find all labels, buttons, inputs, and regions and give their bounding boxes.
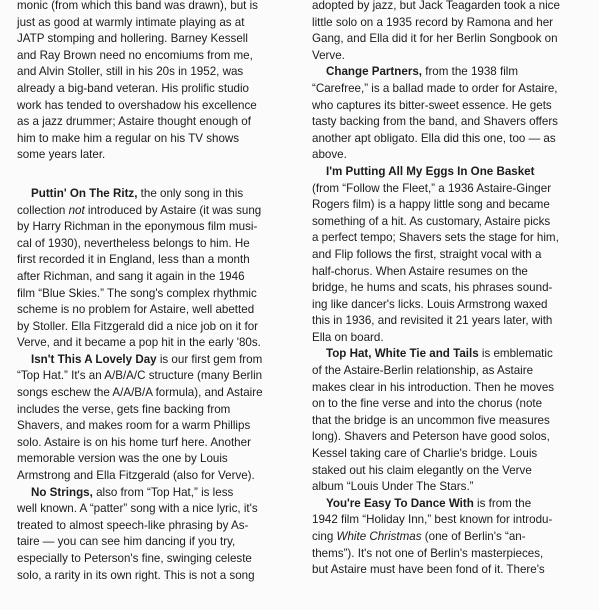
text-line: scheme is no problem for Astaire, well abetted <box>17 303 255 317</box>
text-line <box>17 352 291 369</box>
text-line: thems”). It's not one of Berlin's masterpieces, <box>312 546 544 560</box>
text-line: another apt obligato. Ella did this one, too — as <box>312 131 556 145</box>
paragraph-top-hat <box>312 346 588 495</box>
text-line: makes clear in his introduction. Then he moves <box>312 380 555 394</box>
text-line <box>312 346 588 363</box>
text-line: Armstrong and Ella Fitzgerald (also for Verve). <box>17 469 255 483</box>
text-line: by Stoller. Ella Fitzgerald did a nice job on it for <box>17 319 259 333</box>
text-line: treated to almost speech-like phrasing by As- <box>17 518 249 532</box>
paragraph-lovely-day <box>17 352 291 485</box>
text-line: album “Louis Under The Stars.” <box>312 480 474 494</box>
text-line <box>312 496 588 513</box>
text-line: Verve, and it became a pop hit in the early '80s. <box>17 336 261 350</box>
text-line: a perfect tempo; Shavers sets the stage for him, <box>312 231 559 245</box>
text-line: above. <box>312 148 347 162</box>
text-line: who captures its bitter-sweet essence. He gets <box>312 98 552 112</box>
text-line: of the Astaire-Berlin relationship, as Astaire <box>312 364 534 378</box>
text-line: Gang, and Ella did it for her Berlin Songbook on <box>312 32 558 46</box>
text-fragment: is our first gem from <box>156 352 263 366</box>
text-line: especially to Peterson's fine, swinging celeste <box>17 552 252 565</box>
text-fragment: (one of Berlin's “an- <box>421 530 526 543</box>
text-line: ing like dancer's licks. Louis Armstrong waxed <box>312 297 548 311</box>
text-line: that the bridge is an uncommon five measures <box>312 413 550 427</box>
text-line: but Astaire must have been fond of it. There's <box>312 563 545 577</box>
text-line: solo. Astaire is on his home turf here. Another <box>17 435 251 449</box>
text-fragment: is from the <box>473 496 532 510</box>
text-line: well known. A “patter” song with a nice lyric, it's <box>17 502 258 516</box>
text-line <box>312 64 588 81</box>
text-line: cal of 1930), nevertheless belongs to him. He <box>17 236 250 250</box>
intro-paragraph-right <box>312 0 588 64</box>
text-line: half-chorus. When Astaire resumes on the <box>312 264 528 278</box>
text-line: solo, a rarity in its own right. This is not a song <box>17 568 255 582</box>
paragraph-easy-to-dance-with <box>312 496 588 579</box>
text-line: memorable version was the one by Louis <box>17 452 228 466</box>
text-fragment: the only song in this <box>137 186 244 200</box>
text-line: and Alvin Stoller, still in his 20s in 1952, was <box>17 65 244 79</box>
text-line: some years later. <box>17 148 106 162</box>
text-fragment: is emblematic <box>478 347 553 361</box>
text-line: taire — you can see him dancing if you try, <box>17 535 236 549</box>
paragraph-puttin-on-the-ritz <box>17 186 291 352</box>
right-column <box>312 0 588 579</box>
text-line: him to make him a regular on his TV shows <box>17 131 240 145</box>
text-line <box>17 203 291 220</box>
paragraph-gap <box>17 164 291 186</box>
text-line: staked out his claim elegantly on the Verve <box>312 463 532 477</box>
text-line: Kessel taking care of Charlie's bridge. Louis <box>312 447 538 461</box>
text-fragment: cing <box>312 530 337 543</box>
song-title: I'm Putting All My Eggs In One Basket <box>326 164 535 178</box>
text-line: JATP stomping and hollering. Barney Kessell <box>17 32 248 46</box>
text-line: on to the fine verse and into the chorus (note <box>312 397 543 411</box>
text-line: monic (from which this band was drawn), but is <box>17 0 258 12</box>
text-line: just as good at warmly intimate playing as at <box>17 15 245 29</box>
text-fragment: introduced by Astaire (it was sung <box>84 203 262 217</box>
text-line: work has tended to overshadow his excellence <box>17 98 257 112</box>
text-line: Shavers, and makes room for a warm Phillips <box>17 419 251 433</box>
text-fragment: also from “Top Hat,” is less <box>92 485 234 499</box>
text-line: after Richman, and sang it again in the 1946 <box>17 269 245 283</box>
text-line: “Top Hat.” It's an A/B/A/C structure (many Berlin <box>17 369 263 383</box>
emphasis-text: White Christmas <box>336 530 422 543</box>
text-line: this in 1936, and revisited it 21 years later, with <box>312 314 553 328</box>
text-line: includes the verse, gets fine backing from <box>17 402 231 416</box>
text-line <box>17 485 291 502</box>
intro-paragraph-left <box>17 0 291 164</box>
emphasis-text: not <box>68 203 85 217</box>
text-line: by Harry Richman in the eponymous film musi- <box>17 220 258 234</box>
text-line: something of a hit. As customary, Astaire picks <box>312 214 551 228</box>
text-line <box>17 186 291 203</box>
text-line <box>312 529 588 546</box>
text-line: already a big-band veteran. His prolific studio <box>17 81 249 95</box>
text-line: “Carefree,” is a ballad made to order for Astaire, <box>312 81 558 95</box>
song-title: No Strings, <box>31 485 93 499</box>
paragraph-change-partners <box>312 64 588 164</box>
text-line: Verve. <box>312 48 345 62</box>
text-line: as a jazz drummer; Astaire thought enough of <box>17 115 251 129</box>
song-title: Top Hat, White Tie and Tails <box>326 347 479 361</box>
paragraph-no-strings <box>17 485 291 585</box>
text-line: songs eschew the A/A/B/A formula), and Astaire <box>17 386 263 400</box>
text-line: first recorded it in England, less than a month <box>17 253 250 267</box>
text-line: and Flip follows the first, straight vocal with a <box>312 247 542 261</box>
paragraph-eggs-in-one-basket <box>312 164 588 347</box>
text-fragment: collection <box>17 203 69 217</box>
text-line: Ella on board. <box>312 330 384 344</box>
text-line: bridge, he hums and scats, his phrases sound- <box>312 281 553 295</box>
text-fragment: from the 1938 film <box>422 65 519 79</box>
text-line: 1942 film “Holiday Inn,” best known for introdu- <box>312 513 553 527</box>
text-line: film “Blue Skies.” The song's complex rhythmic <box>17 286 257 300</box>
text-line: little solo on a 1935 record by Ramona and her <box>312 15 554 29</box>
text-line: Rogers film) is a happy little song and became <box>312 198 550 212</box>
left-column <box>17 0 291 584</box>
song-title: You're Easy To Dance With <box>326 496 474 510</box>
text-line: long). Shavers and Peterson have good solos, <box>312 430 550 444</box>
text-line: adopted by jazz, but Jack Teagarden took a nice <box>312 0 560 12</box>
text-line: tasty backing from the band, and Shavers offers <box>312 115 558 129</box>
song-title: Puttin' On The Ritz, <box>31 186 138 200</box>
text-line: (from “Follow the Fleet,” a 1936 Astaire-Ginger <box>312 181 552 195</box>
text-line: and Ray Brown need no encomiums from me, <box>17 48 253 62</box>
song-title: Isn't This A Lovely Day <box>31 352 157 366</box>
song-title: Change Partners, <box>326 65 422 79</box>
